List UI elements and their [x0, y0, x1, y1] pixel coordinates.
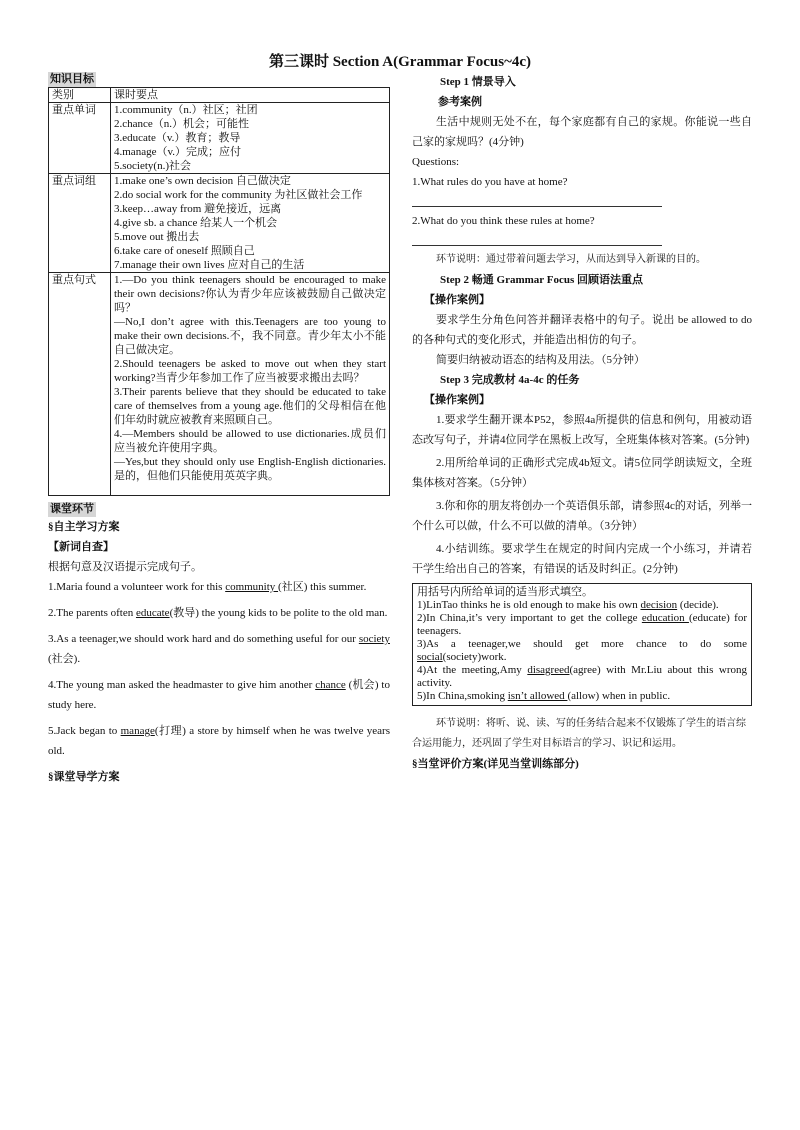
answer-blank: education — [641, 612, 689, 624]
list-item: 1.make one’s own decision 自己做决定 — [114, 175, 291, 187]
list-item: 4.manage（v.）完成；应付 — [114, 146, 241, 158]
table-header-row — [49, 88, 390, 103]
list-item: 1.community（n.）社区；社团 — [114, 104, 258, 116]
row-items — [111, 174, 390, 273]
list-item: —No,I don’t agree with this.Teenagers are too young to make their own decisions.不，我不同意。青少年太小不能自己做决定。 — [114, 316, 386, 356]
list-item: 4.give sb. a chance 给某人一个机会 — [114, 217, 278, 229]
list-item: 3.educate（v.）教育；教导 — [114, 132, 241, 144]
new-words-heading: 【新词自查】 — [48, 541, 114, 553]
op-case-heading: 【操作案例】 — [424, 294, 490, 306]
eval-heading: §当堂评价方案(详见当堂训练部分) — [412, 758, 579, 770]
step3-item: 3.你和你的朋友将创办一个英语俱乐部，请参照4c的对话，列举一个什么可以做，什么不可以做的清单。（3分钟） — [412, 500, 752, 532]
right-column — [412, 72, 752, 774]
row-category: 重点词组 — [49, 174, 111, 273]
answer-line — [412, 192, 662, 207]
answer-blank: society — [358, 633, 390, 645]
step3-item: 2.用所给单词的正确形式完成4b短文。请5位同学朗读短文，全班集体核对答案。（5分钟） — [412, 457, 752, 489]
list-item: 2.Should teenagers be asked to move out when they start working?当青少年参加工作了应当被要求搬出去吗？ — [114, 358, 386, 384]
answer-line — [412, 231, 662, 246]
answer-blank: social — [417, 651, 443, 663]
list-item: 4.—Members should be allowed to use dictionaries.成员们应当被允许使用字典。 — [114, 428, 386, 454]
note-1: 环节说明：通过带着问题去学习，从而达到导入新课的目的。 — [436, 254, 706, 265]
self-study-heading: §自主学习方案 — [48, 521, 120, 533]
box-item: 1)LinTao thinks he is old enough to make his own decision (decide). — [417, 599, 719, 611]
answer-blank: community — [225, 581, 279, 593]
step2-heading: Step 2 畅通 Grammar Focus 回顾语法重点 — [440, 274, 643, 286]
answer-blank: educate — [135, 607, 170, 619]
exercise-item: 3.As a teenager,we should work hard and do something useful for our society (社会). — [48, 633, 390, 665]
knowledge-label: 知识目标 — [50, 73, 94, 85]
step3-item: 1.要求学生翻开课本P52，参照4a所提供的信息和例句，用被动语态改写句子，并请4位同学在黑板上改写，全班集体核对答案。(5分钟) — [412, 414, 752, 446]
step3-item: 4.小结训练。要求学生在规定的时间内完成一个小练习，并请若干学生给出自己的答案，有错误的话及时纠正。(2分钟) — [412, 543, 752, 575]
exercise-item: 1.Maria found a volunteer work for this community (社区) this summer. — [48, 581, 367, 593]
list-item: 3.Their parents believe that they should be educated to take care of themselves from a young age.他们的父母相信在他们年幼时就应被教育来照顾自己。 — [114, 386, 386, 426]
list-item: 5.move out 搬出去 — [114, 231, 200, 243]
row-category: 重点句式 — [49, 273, 111, 496]
row-items — [111, 273, 390, 496]
exercise-item: 2.The parents often educate(教导) the young kids to be polite to the old man. — [48, 607, 388, 619]
list-item: 2.do social work for the community 为社区做社会工作 — [114, 189, 363, 201]
table-row — [49, 174, 390, 273]
list-item: —Yes,but they should only use English-English dictionaries.是的，但他们只能使用英英字典。 — [114, 456, 386, 482]
instruction: 根据句意及汉语提示完成句子。 — [48, 561, 202, 573]
left-column — [48, 72, 390, 787]
table-row — [49, 103, 390, 174]
step1-heading: Step 1 情景导入 — [440, 76, 516, 88]
step3-heading: Step 3 完成教材 4a-4c 的任务 — [440, 374, 580, 386]
question-2: 2.What do you think these rules at home? — [412, 215, 595, 227]
op-case-heading: 【操作案例】 — [424, 394, 490, 406]
list-item: 3.keep…away from 避免接近，远离 — [114, 203, 282, 215]
row-category: 重点单词 — [49, 103, 111, 174]
list-item: 6.take care of oneself 照顾自己 — [114, 245, 255, 257]
list-item: 2.chance（n.）机会；可能性 — [114, 118, 250, 130]
answer-blank: chance — [315, 679, 346, 691]
step2-text-2: 简要归纳被动语态的结构及用法。（5分钟） — [436, 354, 645, 366]
list-item: 5.society(n.)社会 — [114, 160, 191, 172]
box-item: 3)As a teenager,we should get more chance to do some social(society)work. — [417, 638, 747, 663]
box-item: 2)In China,it’s very important to get the college education (educate) for teenagers. — [417, 612, 747, 637]
box-item: 4)At the meeting,Amy disagreed(agree) with Mr.Liu about this wrong activity. — [417, 664, 747, 689]
answer-blank: isn’t allowed — [507, 690, 568, 702]
table-row — [49, 273, 390, 496]
note-2: 环节说明：将听、说、读、写的任务结合起来不仅锻炼了学生的语言综合运用能力，还巩固了学生对目标语言的学习、识记和运用。 — [412, 718, 746, 749]
table-header-points: 课时要点 — [111, 88, 390, 103]
exercise-item: 4.The young man asked the headmaster to give him another chance (机会) to study here. — [48, 679, 390, 711]
list-item: 7.manage their own lives 应对自己的生活 — [114, 259, 305, 271]
answer-blank: decision — [640, 599, 678, 611]
ref-case-heading: 参考案例 — [438, 96, 482, 108]
step2-text-1: 要求学生分角色问答并翻译表格中的句子。说出 be allowed to do 的各种句式的变化形式，并能造出相仿的句子。 — [412, 314, 752, 346]
table-header-category: 类别 — [49, 88, 111, 103]
list-item: 1.—Do you think teenagers should be encouraged to make their own decisions?你认为青少年应该被鼓励自己做决定吗？ — [114, 274, 386, 314]
answer-blank: disagreed — [527, 664, 570, 676]
row-items — [111, 103, 390, 174]
exercise-item: 5.Jack began to manage(打理) a store by himself when he was twelve years old. — [48, 725, 390, 757]
class-guide-heading: §课堂导学方案 — [48, 771, 120, 783]
knowledge-table — [48, 87, 390, 496]
question-1: 1.What rules do you have at home? — [412, 176, 568, 188]
answer-blank: manage — [120, 725, 155, 737]
class-label: 课堂环节 — [50, 503, 94, 515]
page-title: 第三课时 Section A(Grammar Focus~4c) — [268, 54, 532, 70]
practice-box — [412, 583, 752, 706]
box-instruction: 用括号内所给单词的适当形式填空。 — [417, 586, 593, 598]
step1-text: 生活中规则无处不在，每个家庭都有自己的家规。你能说一些自己家的家规吗？(4分钟) — [412, 116, 752, 148]
questions-label: Questions: — [412, 156, 460, 168]
box-item: 5)In China,smoking isn’t allowed (allow) when in public. — [417, 690, 671, 702]
